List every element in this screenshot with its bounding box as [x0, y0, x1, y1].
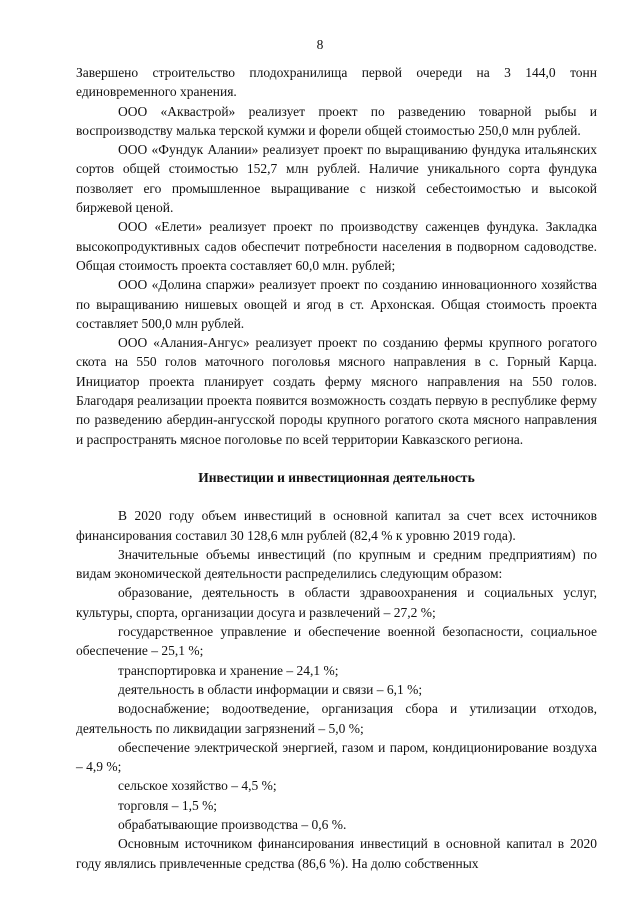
document-body — [76, 63, 597, 873]
list-item-government: государственное управление и обеспечение военной безопасности, социальное обеспечение – 25,1 %; — [76, 624, 597, 659]
paragraph-investment-distribution: Значительные объемы инвестиций (по крупным и средним предприятиям) по видам экономической деятельности распределились следующим образом: — [76, 546, 597, 582]
list-item-information: деятельность в области информации и связи – 6,1 %; — [118, 681, 423, 697]
list-item-trade: торговля – 1,5 %; — [118, 797, 218, 813]
paragraph-funduk-alanii: ООО «Фундук Алании» реализует проект по выращиванию фундука итальянских сортов общей стоимостью 152,7 млн рублей. Наличие уникального сорта фундука позволяет его промышленное выращивание с низкой себестоимостью и высокой биржевой ценой. — [76, 142, 597, 216]
paragraph-dolina-sparzhi: ООО «Долина спаржи» реализует проект по созданию инновационного хозяйства по выращиванию нишевых овощей и ягод в ст. Архонская. Общая стоимость проекта составляет 500,0 млн рублей. — [76, 277, 597, 331]
list-item-transport: транспортировка и хранение – 24,1 %; — [118, 662, 339, 678]
paragraph-plodokhranilishche: Завершено строительство плодохранилища первой очереди на 3 144,0 тонн единовременного хранения. — [76, 65, 597, 100]
list-item-manufacturing: обрабатывающие производства – 0,6 %. — [118, 816, 347, 832]
list-item-water-supply: водоснабжение; водоотведение, организация сбора и утилизации отходов, деятельность по ликвидации загрязнений – 5,0 %; — [76, 701, 597, 736]
list-item-electricity: обеспечение электрической энергией, газом и паром, кондиционирование воздуха – 4,9 %; — [76, 739, 597, 775]
paragraph-alaniya-angus: ООО «Алания-Ангус» реализует проект по созданию фермы крупного рогатого скота на 550 голов маточного поголовья мясного направления в с. Горный Карца. Инициатор проекта планирует создать ферму мясного направления на 550 голов. Благодаря реализации проекта появится возможность создать первую в республике ферму по разведению абердин-ангусской породы крупного рогатого скота мясного направления и распространять мясное поголовье по всей территории Кавказского региона. — [76, 335, 597, 447]
page-number: 8 — [316, 37, 324, 52]
paragraph-investment-volume: В 2020 году объем инвестиций в основной капитал за счет всех источников финансирования составил 30 128,6 млн рублей (82,4 % к уровню 2019 года). — [76, 508, 597, 543]
paragraph-akvastroy: ООО «Аквастрой» реализует проект по разведению товарной рыбы и воспроизводству малька терской кумжи и форели общей стоимостью 250,0 млн рублей. — [76, 103, 597, 138]
list-item-education: образование, деятельность в области здравоохранения и социальных услуг, культуры, спорта, организации досуга и развлечений – 27,2 %; — [76, 585, 597, 620]
list-item-agriculture: сельское хозяйство – 4,5 %; — [118, 778, 277, 794]
paragraph-eleti: ООО «Елети» реализует проект по производству саженцев фундука. Закладка высокопродуктивных садов обеспечит потребности населения в подворном садоводстве. Общая стоимость проекта составляет 60,0 млн. рублей; — [76, 219, 597, 273]
section-heading: Инвестиции и инвестиционная деятельность — [198, 469, 475, 485]
paragraph-funding-source: Основным источником финансирования инвестиций в основной капитал в 2020 году являлись привлеченные средства (86,6 %). На долю собственных — [76, 836, 597, 871]
